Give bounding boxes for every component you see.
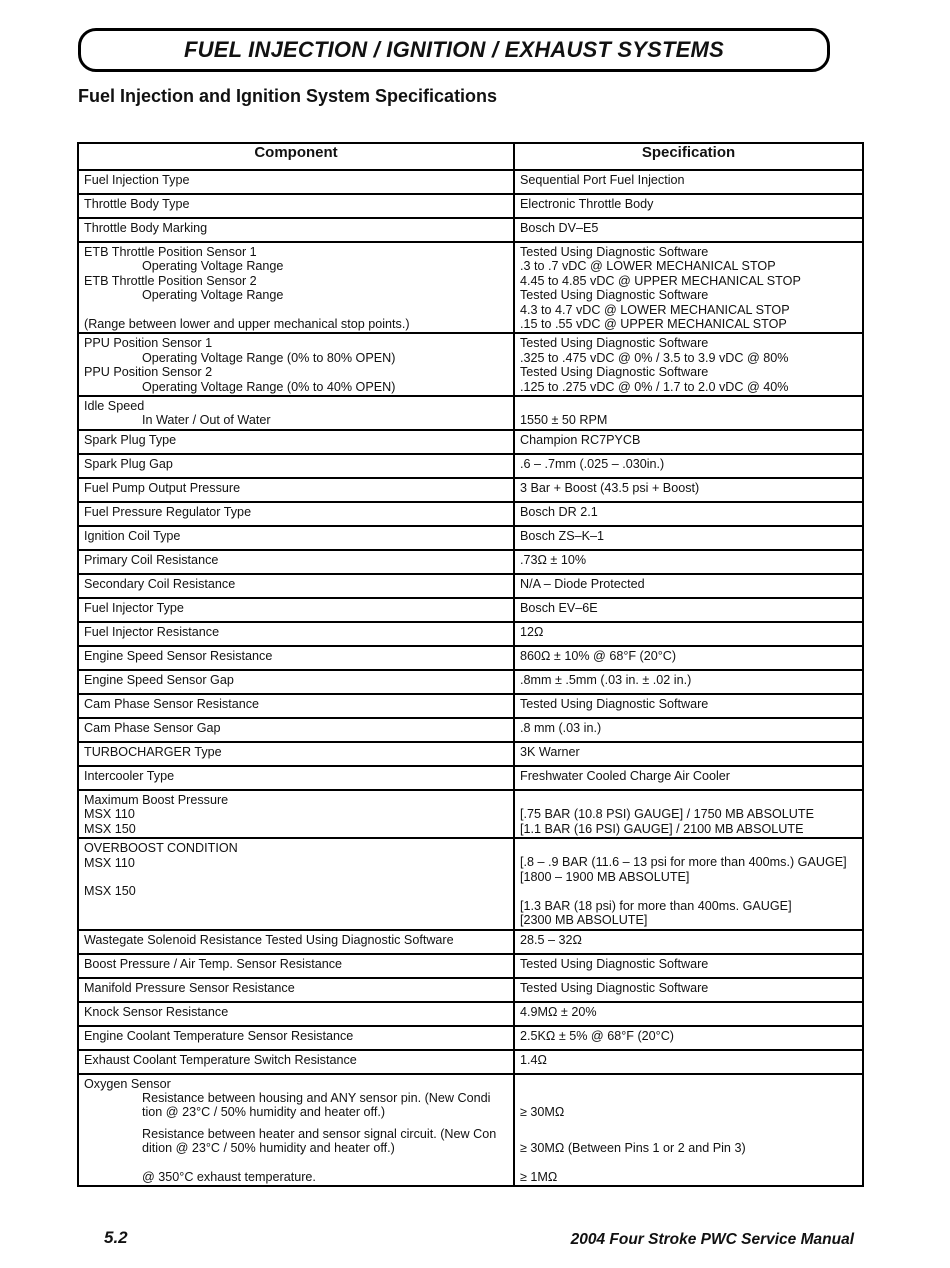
specification-cell-line: [1.1 BAR (16 PSI) GAUGE] / 2100 MB ABSOLUTE <box>520 821 804 836</box>
component-cell-line: Resistance between housing and ANY sensor pin. (New Condi <box>142 1090 491 1105</box>
specification-cell-line: 4.45 to 4.85 vDC @ UPPER MECHANICAL STOP <box>520 273 801 288</box>
specification-cell-line <box>520 1155 857 1169</box>
component-cell-line: Cam Phase Sensor Resistance <box>84 696 259 711</box>
specification-cell <box>514 430 863 454</box>
spec-table-body <box>78 170 863 1186</box>
manual-title: 2004 Four Stroke PWC Service Manual <box>570 1231 854 1248</box>
specification-cell-line: Bosch DR 2.1 <box>520 504 598 519</box>
specification-cell-line <box>520 884 857 898</box>
component-cell <box>78 478 514 502</box>
specification-cell-line: 1550 ± 50 RPM <box>520 413 608 428</box>
specification-cell-line: 860Ω ± 10% @ 68°F (20°C) <box>520 648 677 663</box>
specification-cell <box>514 396 863 430</box>
component-cell-line: Cam Phase Sensor Gap <box>84 720 221 735</box>
specification-cell-line: 3 Bar + Boost (43.5 psi + Boost) <box>520 480 700 495</box>
component-cell-line: Operating Voltage Range <box>142 288 284 303</box>
specification-cell-line <box>520 1091 857 1105</box>
table-row <box>78 930 863 954</box>
component-cell-line: (Range between lower and upper mechanical stop points.) <box>84 317 410 332</box>
table-row <box>78 242 863 333</box>
specification-cell-line: N/A – Diode Protected <box>520 576 645 591</box>
component-cell-line: TURBOCHARGER Type <box>84 744 222 759</box>
table-row <box>78 454 863 478</box>
specification-cell-line: Electronic Throttle Body <box>520 197 654 211</box>
component-cell <box>78 646 514 670</box>
component-cell-line: Engine Speed Sensor Resistance <box>84 648 273 663</box>
table-row <box>78 1002 863 1026</box>
component-cell <box>78 670 514 694</box>
table-row <box>78 526 863 550</box>
specification-cell-line: Champion RC7PYCB <box>520 432 641 447</box>
component-cell-line: MSX 110 <box>84 855 135 870</box>
component-cell-line: Intercooler Type <box>84 768 175 783</box>
specification-cell-line: .15 to .55 vDC @ UPPER MECHANICAL STOP <box>520 317 787 332</box>
component-cell-line: Maximum Boost Pressure <box>84 792 229 807</box>
component-cell <box>78 396 514 430</box>
specification-cell <box>514 454 863 478</box>
component-cell-line: Throttle Body Marking <box>84 221 208 235</box>
component-cell-line: Operating Voltage Range (0% to 40% OPEN) <box>142 379 396 394</box>
specification-cell <box>514 333 863 396</box>
specification-cell-line <box>520 1120 857 1127</box>
spec-table-header-row <box>78 143 863 170</box>
table-row <box>78 790 863 838</box>
component-cell-line <box>84 899 508 913</box>
specification-cell-line: 4.3 to 4.7 vDC @ LOWER MECHANICAL STOP <box>520 302 790 317</box>
table-row <box>78 333 863 396</box>
table-row <box>78 502 863 526</box>
specification-cell-line: ≥ 1MΩ <box>520 1169 558 1184</box>
specification-cell-line: Freshwater Cooled Charge Air Cooler <box>520 768 730 783</box>
component-cell-line: MSX 150 <box>84 884 136 899</box>
specification-cell <box>514 1050 863 1074</box>
specification-cell-line: Tested Using Diagnostic Software <box>520 696 709 711</box>
component-cell-line: Oxygen Sensor <box>84 1076 171 1091</box>
component-cell-line: Resistance between heater and sensor signal circuit. (New Con <box>142 1126 497 1141</box>
specification-cell-line <box>520 399 857 413</box>
specification-cell <box>514 194 863 218</box>
component-cell-line: Engine Coolant Temperature Sensor Resistance <box>84 1028 354 1043</box>
component-cell-line: dition @ 23°C / 50% humidity and heater off.) <box>142 1141 395 1156</box>
specification-cell-line: .325 to .475 vDC @ 0% / 3.5 to 3.9 vDC @ 80% <box>520 350 789 365</box>
component-cell <box>78 1074 514 1187</box>
specification-cell-line: Tested Using Diagnostic Software <box>520 365 709 380</box>
specification-cell-line: [.75 BAR (10.8 PSI) GAUGE] / 1750 MB ABSOLUTE <box>520 807 814 822</box>
component-cell-line: @ 350°C exhaust temperature. <box>142 1169 316 1184</box>
specification-cell-line <box>520 1077 857 1091</box>
specification-cell-line <box>520 793 857 807</box>
component-cell <box>78 218 514 242</box>
component-cell-line: Fuel Pump Output Pressure <box>84 480 241 495</box>
component-cell-line: OVERBOOST CONDITION <box>84 841 238 856</box>
component-cell <box>78 170 514 194</box>
section-banner <box>78 28 830 72</box>
component-cell-line: PPU Position Sensor 2 <box>84 365 213 380</box>
component-cell <box>78 574 514 598</box>
table-row <box>78 838 863 929</box>
table-row <box>78 694 863 718</box>
component-cell <box>78 790 514 838</box>
table-row <box>78 598 863 622</box>
page-number: 5.2 <box>104 1228 128 1247</box>
specification-cell <box>514 502 863 526</box>
table-row <box>78 396 863 430</box>
table-row <box>78 430 863 454</box>
component-cell-line: Spark Plug Type <box>84 432 177 447</box>
component-cell-line: Spark Plug Gap <box>84 456 173 471</box>
component-cell <box>78 1050 514 1074</box>
component-cell-line: MSX 150 <box>84 821 136 836</box>
table-row <box>78 1074 863 1187</box>
specification-cell-line: .125 to .275 vDC @ 0% / 1.7 to 2.0 vDC @ 40% <box>520 379 789 394</box>
component-cell-line: Idle Speed <box>84 399 145 414</box>
table-row <box>78 742 863 766</box>
specification-cell-line: Tested Using Diagnostic Software <box>520 288 709 303</box>
component-cell <box>78 430 514 454</box>
specification-cell-line: Tested Using Diagnostic Software <box>520 336 709 351</box>
component-cell-line: Manifold Pressure Sensor Resistance <box>84 980 295 995</box>
component-cell <box>78 1026 514 1050</box>
component-cell <box>78 694 514 718</box>
specification-cell-line: Tested Using Diagnostic Software <box>520 980 709 995</box>
component-cell <box>78 622 514 646</box>
specification-cell <box>514 838 863 929</box>
specification-cell-line: [.8 – .9 BAR (11.6 – 13 psi for more than 400ms.) GAUGE] <box>520 855 847 870</box>
component-cell <box>78 194 514 218</box>
table-row <box>78 622 863 646</box>
specification-cell-line: ≥ 30MΩ (Between Pins 1 or 2 and Pin 3) <box>520 1141 746 1156</box>
specification-cell <box>514 218 863 242</box>
page-subtitle: Fuel Injection and Ignition System Specifications <box>78 86 498 106</box>
specification-cell-line: Tested Using Diagnostic Software <box>520 245 709 259</box>
component-cell-line: ETB Throttle Position Sensor 2 <box>84 273 257 288</box>
specification-cell <box>514 574 863 598</box>
table-row <box>78 646 863 670</box>
component-cell-line: tion @ 23°C / 50% humidity and heater off.) <box>142 1105 386 1120</box>
specification-cell-line: .73Ω ± 10% <box>520 552 587 567</box>
component-cell <box>78 242 514 333</box>
specification-cell-line: Bosch EV–6E <box>520 600 598 615</box>
specification-cell <box>514 670 863 694</box>
component-cell-line <box>84 870 508 884</box>
table-row <box>78 170 863 194</box>
component-cell <box>78 718 514 742</box>
specification-cell <box>514 170 863 194</box>
specification-cell-line: .8 mm (.03 in.) <box>520 720 602 735</box>
component-cell-line: Boost Pressure / Air Temp. Sensor Resistance <box>84 956 343 971</box>
specification-cell-line: .6 – .7mm (.025 – .030in.) <box>520 456 665 471</box>
section-banner-title: FUEL INJECTION / IGNITION / EXHAUST SYSTEMS <box>184 37 724 62</box>
specification-cell-line: .8mm ± .5mm (.03 in. ± .02 in.) <box>520 672 692 687</box>
specification-cell-line: ≥ 30MΩ <box>520 1105 565 1120</box>
table-row <box>78 1026 863 1050</box>
specification-cell <box>514 242 863 333</box>
specification-cell-line: 1.4Ω <box>520 1052 547 1067</box>
specification-cell <box>514 742 863 766</box>
specification-cell-line: .3 to .7 vDC @ LOWER MECHANICAL STOP <box>520 259 776 274</box>
component-cell <box>78 838 514 929</box>
specification-cell-line: 12Ω <box>520 624 544 639</box>
component-cell <box>78 502 514 526</box>
component-cell-line: Primary Coil Resistance <box>84 552 219 567</box>
table-row <box>78 766 863 790</box>
component-cell-line <box>84 303 508 317</box>
specification-cell-line: Bosch ZS–K–1 <box>520 528 605 543</box>
component-cell-line: Engine Speed Sensor Gap <box>84 672 234 687</box>
component-cell-line: Secondary Coil Resistance <box>84 576 236 591</box>
component-cell-line: Fuel Injector Type <box>84 600 184 615</box>
component-cell-line: In Water / Out of Water <box>142 413 271 428</box>
component-cell <box>78 550 514 574</box>
component-cell <box>78 978 514 1002</box>
table-row <box>78 954 863 978</box>
specification-cell-line: Sequential Port Fuel Injection <box>520 173 685 187</box>
component-cell <box>78 333 514 396</box>
component-cell-line: Throttle Body Type <box>84 197 190 211</box>
table-row <box>78 718 863 742</box>
component-cell-line: Fuel Pressure Regulator Type <box>84 504 252 519</box>
component-cell-line: Operating Voltage Range (0% to 80% OPEN) <box>142 350 396 365</box>
specification-cell-line: 2.5KΩ ± 5% @ 68°F (20°C) <box>520 1028 674 1043</box>
specification-cell <box>514 1026 863 1050</box>
specification-cell <box>514 694 863 718</box>
table-row <box>78 978 863 1002</box>
specification-cell <box>514 954 863 978</box>
specification-cell-line: 3K Warner <box>520 744 580 759</box>
component-cell-line <box>84 913 508 927</box>
specification-cell-line: 28.5 – 32Ω <box>520 932 582 947</box>
specification-cell <box>514 622 863 646</box>
specification-cell <box>514 718 863 742</box>
specification-cell-line: [2300 MB ABSOLUTE] <box>520 913 648 928</box>
table-row <box>78 550 863 574</box>
specification-cell <box>514 598 863 622</box>
component-cell <box>78 1002 514 1026</box>
component-cell-line: PPU Position Sensor 1 <box>84 336 213 351</box>
specification-cell-line: [1800 – 1900 MB ABSOLUTE] <box>520 869 690 884</box>
component-cell-line <box>84 1120 508 1127</box>
specification-cell-line: Bosch DV–E5 <box>520 221 599 235</box>
table-row <box>78 1050 863 1074</box>
component-cell-line: MSX 110 <box>84 807 135 822</box>
component-cell-line <box>84 1156 508 1170</box>
specification-cell-line <box>520 1127 857 1141</box>
table-row <box>78 478 863 502</box>
table-row <box>78 670 863 694</box>
component-cell <box>78 454 514 478</box>
specification-cell <box>514 766 863 790</box>
specification-cell <box>514 1074 863 1187</box>
specification-cell-line: Tested Using Diagnostic Software <box>520 956 709 971</box>
component-cell <box>78 766 514 790</box>
component-cell <box>78 742 514 766</box>
column-header-component: Component <box>78 143 514 170</box>
specification-cell-line: [1.3 BAR (18 psi) for more than 400ms. GAUGE] <box>520 898 792 913</box>
component-cell-line: ETB Throttle Position Sensor 1 <box>84 245 257 259</box>
component-cell <box>78 930 514 954</box>
table-row <box>78 218 863 242</box>
specification-cell <box>514 978 863 1002</box>
component-cell <box>78 526 514 550</box>
specification-cell <box>514 478 863 502</box>
component-cell <box>78 954 514 978</box>
component-cell-line: Fuel Injector Resistance <box>84 624 220 639</box>
column-header-specification: Specification <box>514 143 863 170</box>
component-cell-line: Knock Sensor Resistance <box>84 1004 229 1019</box>
component-cell-line: Ignition Coil Type <box>84 528 181 543</box>
specification-cell-line: 4.9MΩ ± 20% <box>520 1004 597 1019</box>
component-cell-line: Fuel Injection Type <box>84 173 190 187</box>
spec-table <box>77 142 864 1187</box>
component-cell <box>78 598 514 622</box>
table-row <box>78 194 863 218</box>
component-cell-line: Wastegate Solenoid Resistance Tested Using Diagnostic Software <box>84 932 454 947</box>
specification-cell-line <box>520 841 857 855</box>
specification-cell <box>514 790 863 838</box>
specification-cell <box>514 646 863 670</box>
specification-cell <box>514 526 863 550</box>
specification-cell <box>514 1002 863 1026</box>
component-cell-line: Exhaust Coolant Temperature Switch Resistance <box>84 1052 357 1067</box>
table-row <box>78 574 863 598</box>
specification-cell <box>514 930 863 954</box>
component-cell-line: Operating Voltage Range <box>142 259 284 274</box>
specification-cell <box>514 550 863 574</box>
